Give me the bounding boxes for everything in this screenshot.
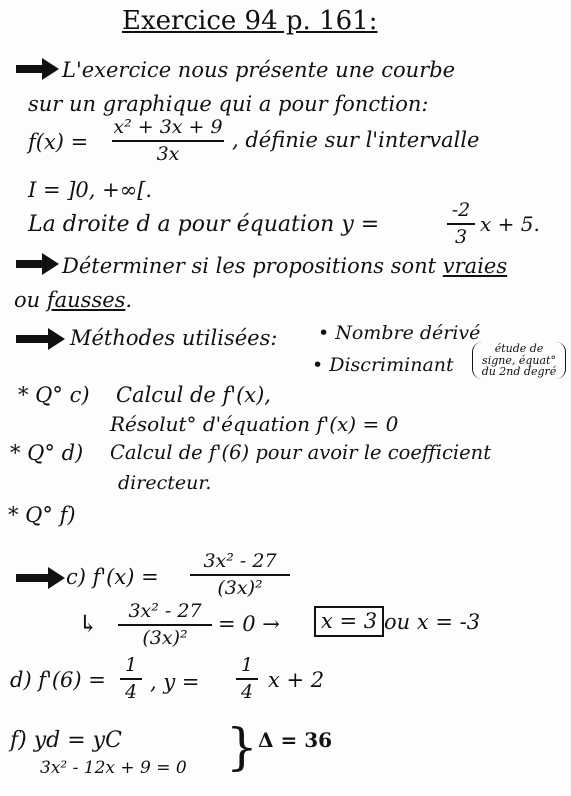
methods-note-line-2: signe, équat° [482,353,556,367]
arrow-icon [14,327,66,351]
answer-c-fraction [190,552,290,598]
answer-d-y-numerator: 1 [240,654,254,676]
question-c-text-2: Résolut° d'équation f'(x) = 0 [110,412,399,436]
methods-note-line-3: du 2nd degré [481,365,557,379]
answer-c2-boxed-solution: x = 3 [314,606,384,637]
line-d-slope-den: 3 [454,226,468,248]
answer-d-denominator: 4 [124,681,138,703]
answer-f-line-2: 3x² - 12x + 9 = 0 [40,758,187,778]
task-vraies: vraies [442,254,508,278]
question-c-label: * Q° c) [18,383,90,407]
answer-c-denominator: (3x)² [217,577,263,599]
answer-c2-equals: = 0 → [218,612,280,636]
line-d-tail: x + 5. [480,212,540,236]
intro-line-1: L'exercice nous présente une courbe [62,58,456,82]
answer-d-y-denominator: 4 [240,681,254,703]
answer-d-y-fraction [236,656,258,702]
question-d-text-2: directeur. [118,472,212,494]
methods-label: Méthodes utilisées: [70,326,278,350]
task-ou: ou [14,288,47,312]
function-label: f(x) = [28,130,89,154]
arrow-icon [14,566,66,590]
task-dot: . [125,288,133,312]
arrow-icon [14,57,60,81]
line-d-slope [447,201,475,247]
answer-f-brace: } [226,718,258,776]
answer-d-label: d) f'(6) = [10,668,106,692]
page-title: Exercice 94 p. 161: [122,6,378,36]
question-c-text-1: Calcul de f'(x), [116,383,271,407]
function-domain-text: , définie sur l'intervalle [232,128,480,152]
task-line-2 [14,290,132,311]
question-f-label: * Q° f) [8,503,76,527]
answer-f-delta: Δ = 36 [258,728,333,752]
answer-c-numerator: 3x² - 27 [203,550,277,572]
answer-c2-fraction [118,602,212,648]
answer-d-numerator: 1 [124,654,138,676]
answer-c-label: c) f'(x) = [66,565,159,589]
answer-f-line-1: f) yd = yC [10,728,122,753]
answer-c2-numerator: 3x² - 27 [128,600,202,622]
interval: I = ]0, +∞[. [28,178,153,202]
methods-note [472,342,566,379]
question-d-text-1: Calcul de f'(6) pour avoir le coefficient [110,441,492,464]
function-fraction [112,118,224,164]
task-line-1 [62,256,507,277]
answer-d-fraction [120,656,142,702]
question-d-label: * Q° d) [10,441,84,465]
line-d-slope-num: -2 [451,199,471,221]
answer-c2-arrow: ↳ [78,610,99,638]
arrow-icon [14,252,60,276]
function-denominator: 3x [156,143,180,165]
answer-d-y: , y = [150,670,200,694]
answer-d-y-tail: x + 2 [268,668,325,692]
intro-line-2: sur un graphique qui a pour fonction: [28,92,429,116]
answer-c2-tail: ou x = -3 [384,610,481,634]
methods-item-1: • Nombre dérivé [318,322,481,344]
task-text: Déterminer si les propositions sont [62,254,443,278]
answer-c2-denominator: (3x)² [142,627,188,649]
line-d-equation: La droite d a pour équation y = [28,212,380,237]
methods-item-2: • Discriminant [312,354,454,376]
function-numerator: x² + 3x + 9 [113,116,223,138]
task-fausses: fausses [46,288,126,312]
methods-note-line-1: étude de [494,342,544,355]
